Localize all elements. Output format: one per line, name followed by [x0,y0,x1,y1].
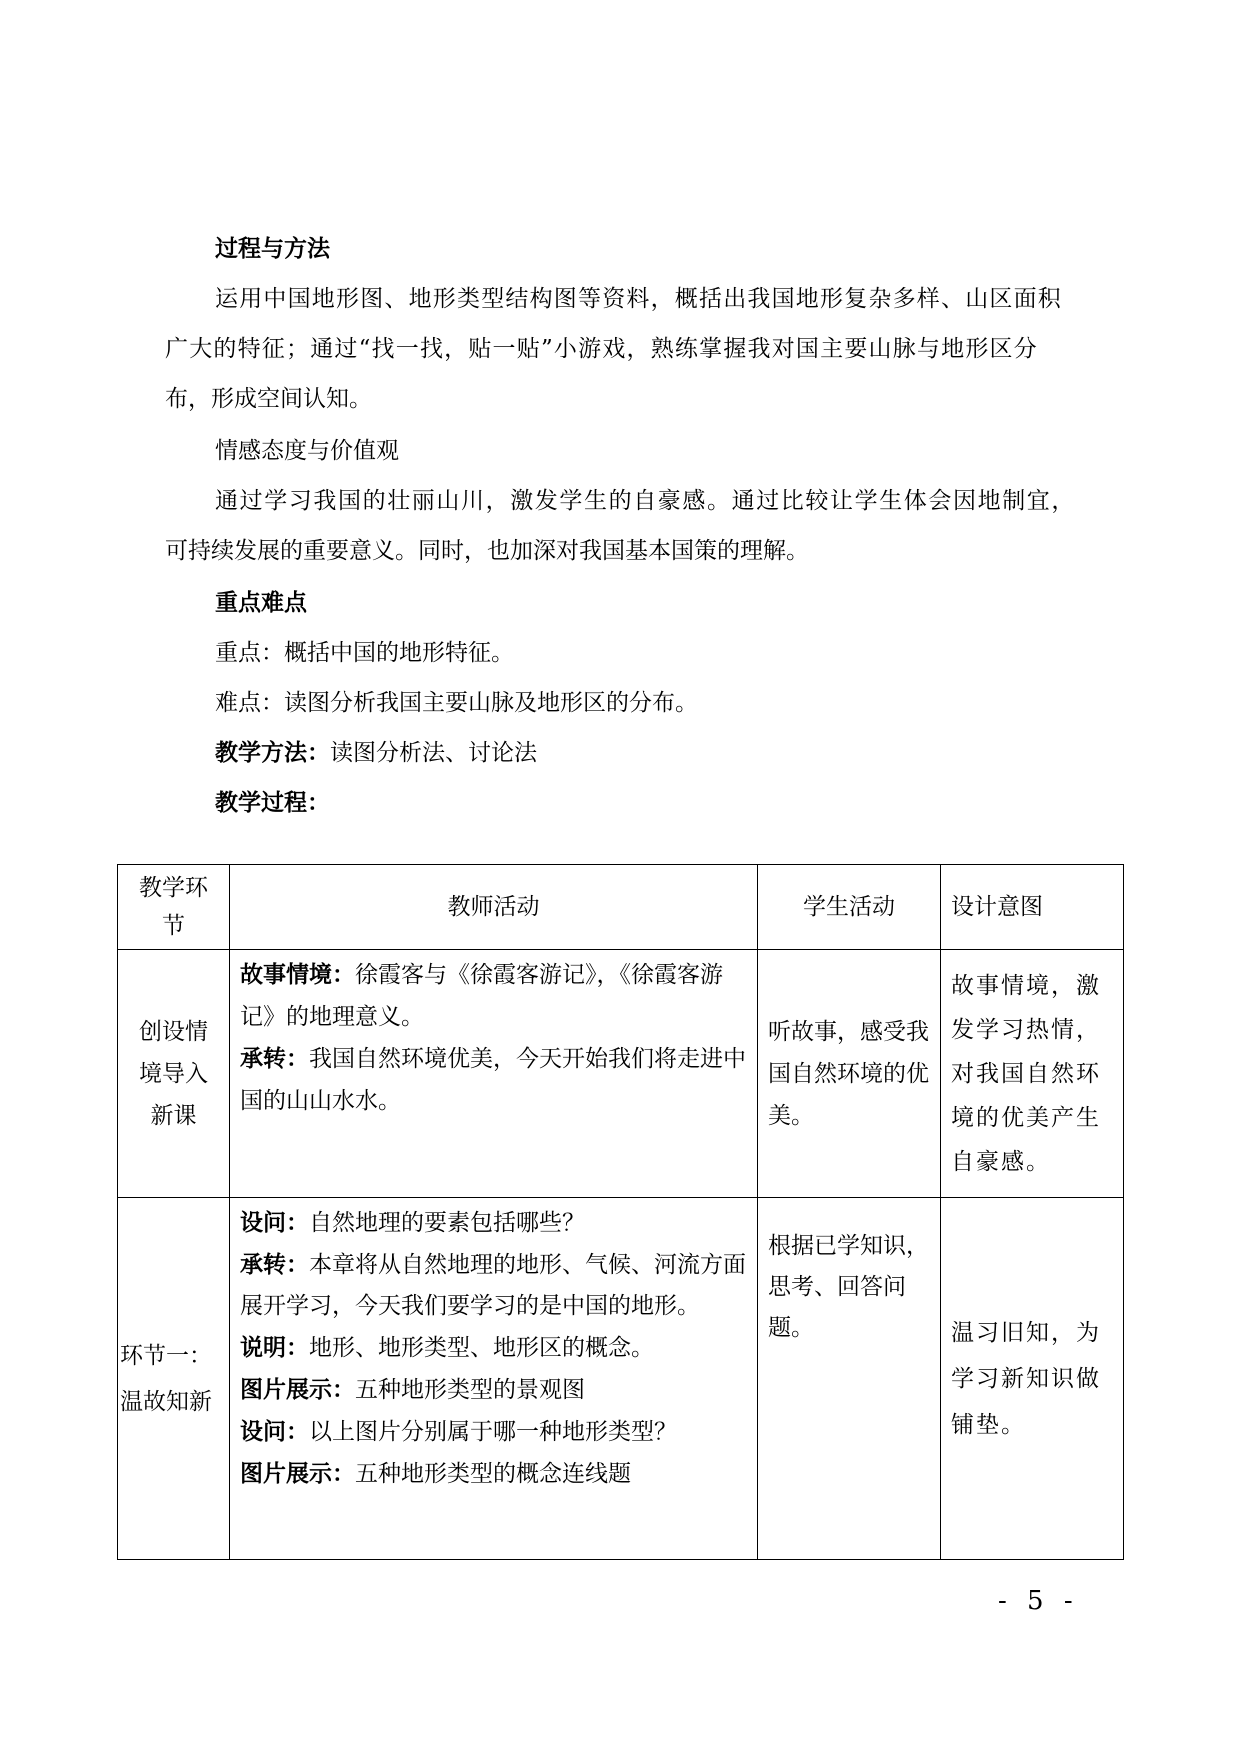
design-intent-cell: 温习旧知，为学习新知识做铺垫。 [941,1198,1124,1560]
header-design-intent: 设计意图 [941,865,1124,950]
teaching-process-label: 教学过程： [215,789,330,816]
process-paragraph-line: 广大的特征；通过“找一找，贴一贴”小游戏，熟练掌握我对国主要山脉与地形区分 [165,336,1038,362]
teacher-activity-item [240,1369,747,1411]
teacher-activity-item [240,1202,747,1244]
emotion-paragraph-line: 通过学习我国的壮丽山川，激发学生的自豪感。通过比较让学生体会因地制宜， [215,488,1076,514]
process-paragraph-line: 布，形成空间认知。 [165,386,372,412]
emotion-heading: 情感态度与价值观 [215,438,399,464]
teacher-activity-item [240,1327,747,1369]
item-label: 设问： [240,1209,309,1236]
header-teacher-activity: 教师活动 [230,865,758,950]
page-number: - 5 - [998,1586,1079,1616]
lesson-plan-table [117,864,1124,1560]
item-label: 图片展示： [240,1376,355,1403]
item-text: 我国自然环境优美，今天开始我们将走进中国的山山水水。 [240,1046,746,1114]
item-label: 承转： [240,1251,309,1278]
table-row [118,950,1124,1198]
teacher-activity-item [240,954,747,1038]
process-paragraph-line: 运用中国地形图、地形类型结构图等资料，概括出我国地形复杂多样、山区面积 [215,286,1062,312]
student-activity-cell: 根据已学知识，思考、回答问题。 [758,1198,941,1560]
process-method-heading: 过程与方法 [215,235,330,262]
design-intent-cell: 故事情境，激发学习热情，对我国自然环境的优美产生自豪感。 [941,950,1124,1198]
item-label: 设问： [240,1418,309,1445]
teacher-activity-item [240,1411,747,1453]
stage-cell: 环节一：温故知新 [118,1198,230,1560]
stage-cell: 创设情境导入新课 [118,950,230,1198]
difficult-point: 难点：读图分析我国主要山脉及地形区的分布。 [215,690,698,716]
item-text: 本章将从自然地理的地形、气候、河流方面展开学习，今天我们要学习的是中国的地形。 [240,1252,746,1319]
item-text: 五种地形类型的景观图 [355,1377,585,1403]
item-text: 徐霞客与《徐霞客游记》，《徐霞客游记》的地理意义。 [240,962,723,1030]
item-text: 地形、地形类型、地形区的概念。 [309,1335,654,1361]
teacher-activity-cell [230,950,758,1198]
table-header-row [118,865,1124,950]
item-text: 五种地形类型的概念连线题 [355,1461,631,1487]
teaching-method [215,738,537,768]
header-student-activity: 学生活动 [758,865,941,950]
emotion-paragraph-line: 可持续发展的重要意义。同时，也加深对我国基本国策的理解。 [165,538,809,564]
item-label: 说明： [240,1334,309,1361]
item-text: 自然地理的要素包括哪些？ [309,1210,585,1236]
teaching-method-value: 读图分析法、讨论法 [330,740,537,766]
teaching-method-label: 教学方法： [215,739,330,766]
item-text: 以上图片分别属于哪一种地形类型？ [309,1419,677,1445]
teacher-activity-item [240,1453,747,1495]
item-label: 图片展示： [240,1460,355,1487]
header-stage: 教学环节 [118,865,230,950]
student-activity-cell: 听故事，感受我国自然环境的优美。 [758,950,941,1198]
teacher-activity-item [240,1244,747,1327]
key-difficult-heading: 重点难点 [215,589,307,616]
item-label: 故事情境： [240,961,355,988]
teacher-activity-item [240,1038,747,1122]
teacher-activity-cell [230,1198,758,1560]
key-point: 重点：概括中国的地形特征。 [215,640,514,666]
item-label: 承转： [240,1045,309,1072]
table-row [118,1198,1124,1560]
